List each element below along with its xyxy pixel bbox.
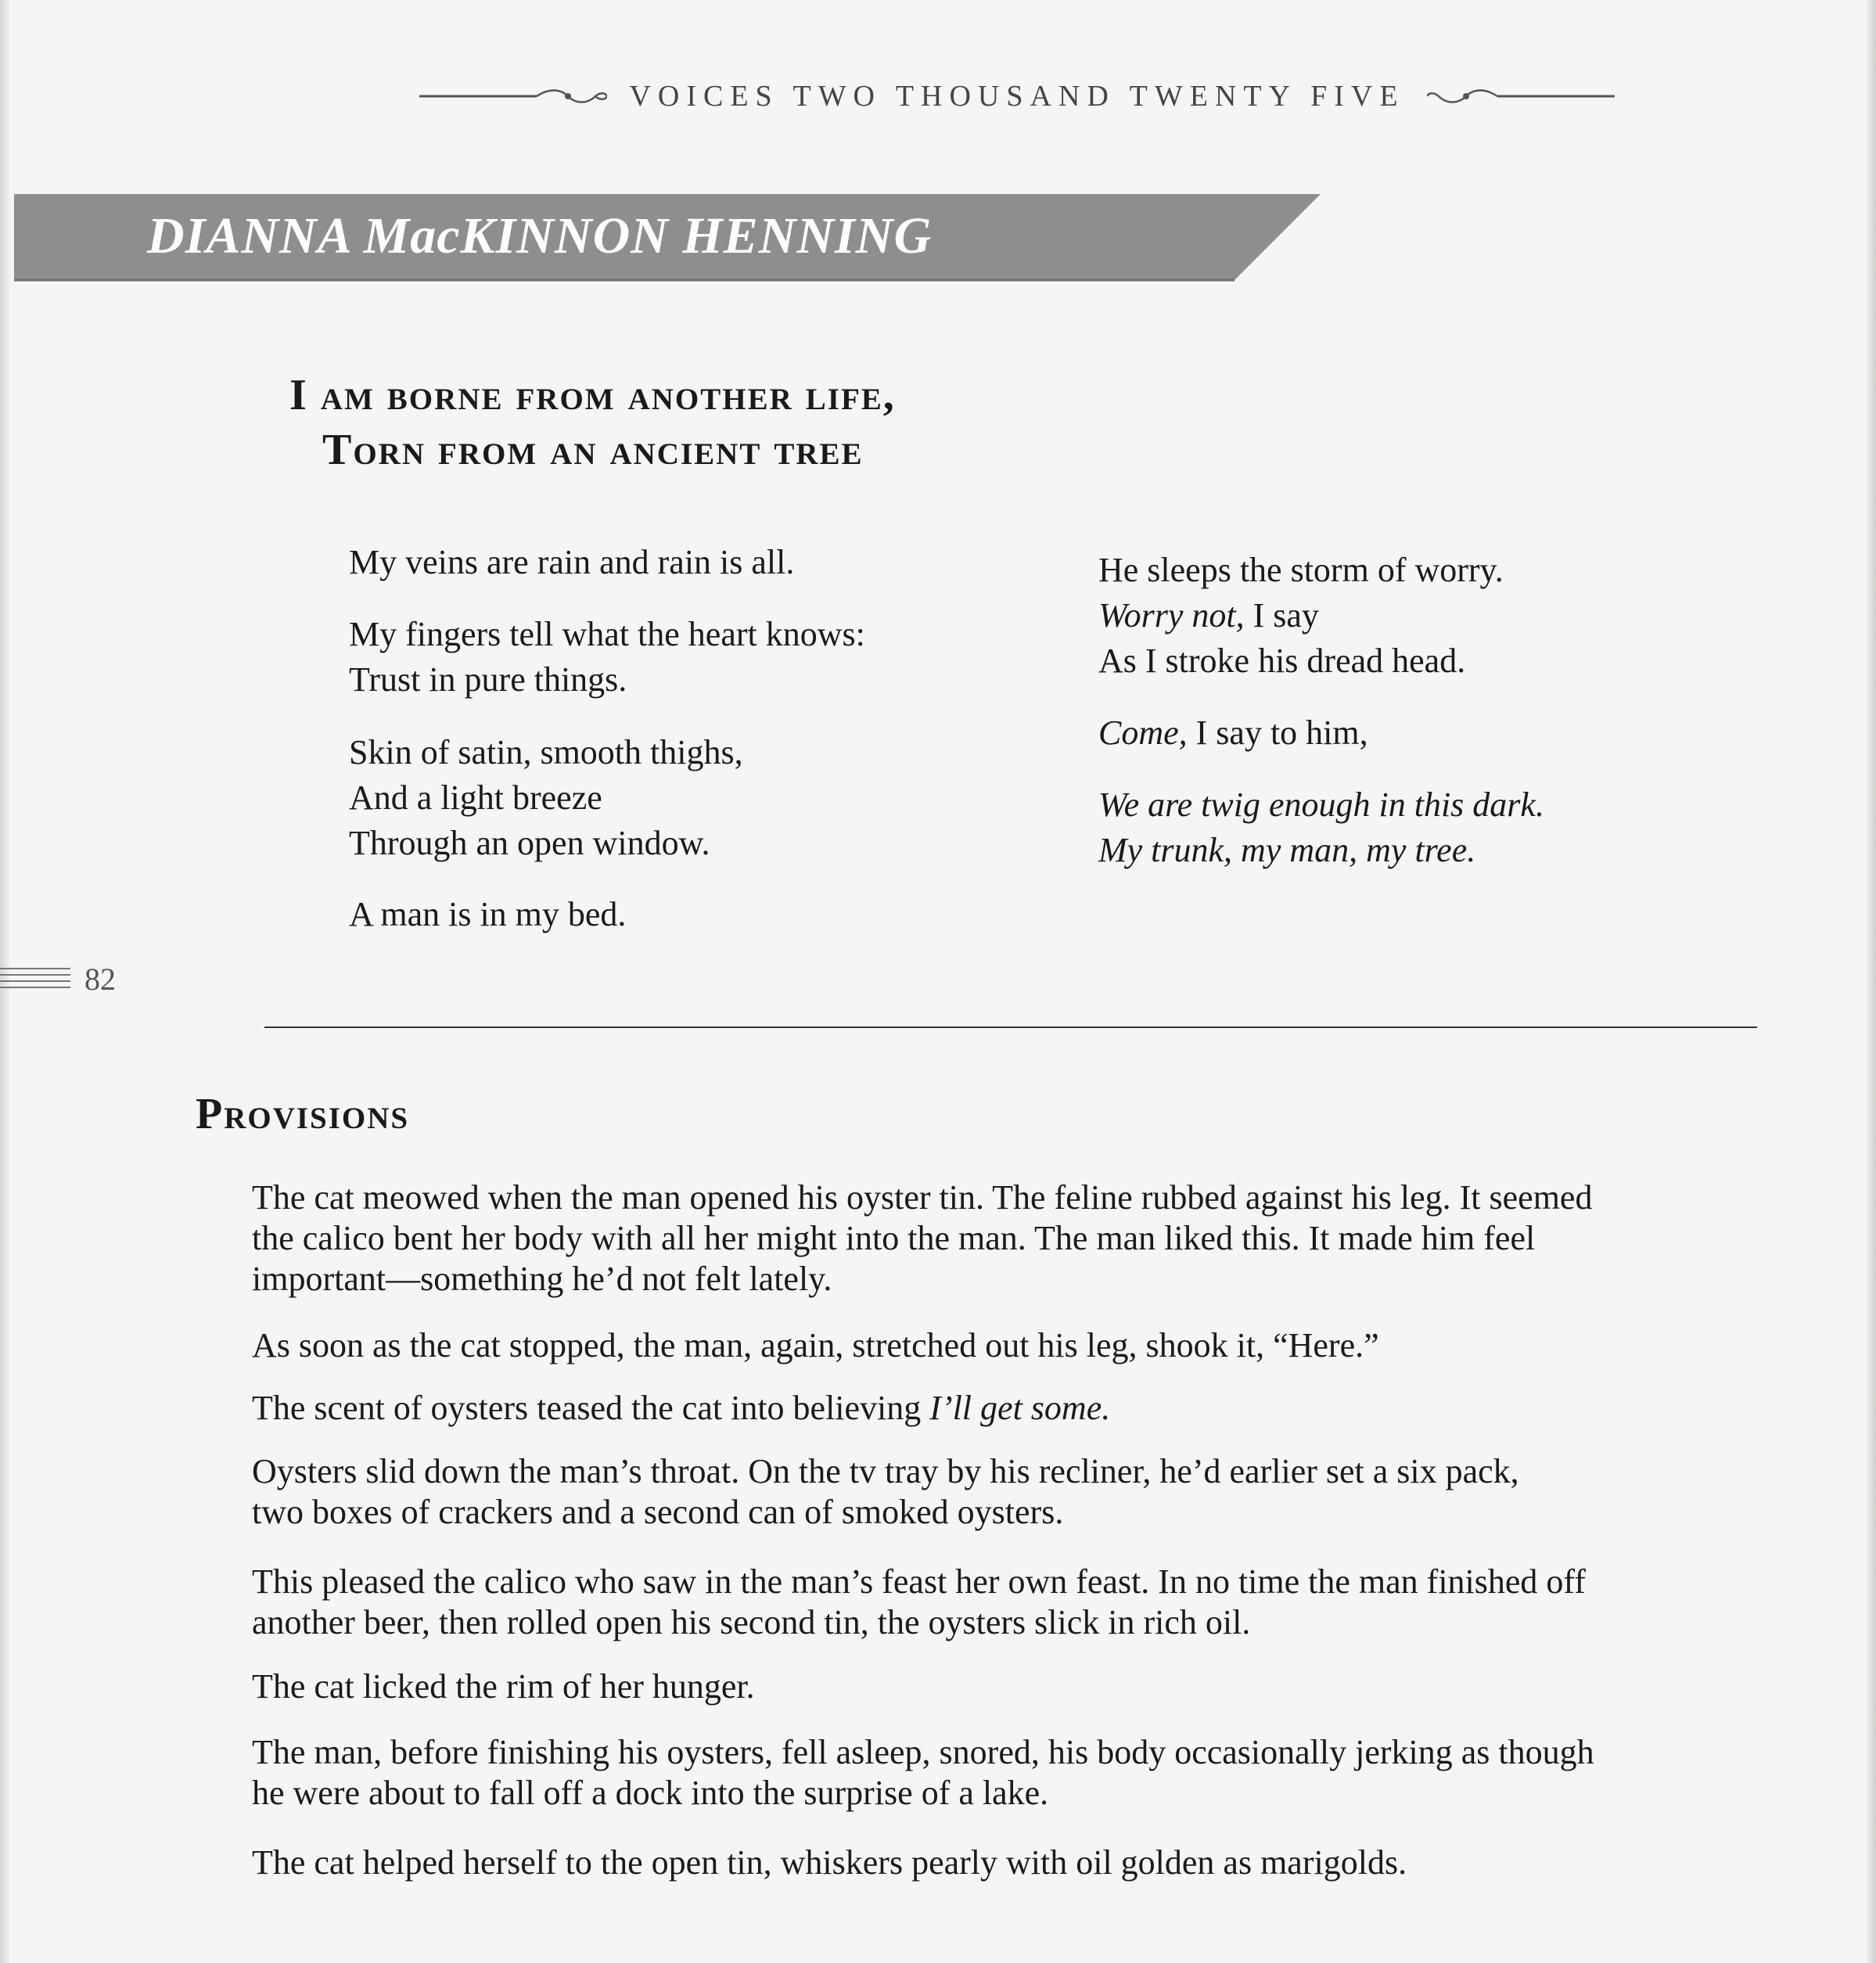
author-name: DIANNA MacKINNON HENNING [147, 207, 933, 264]
poem-line-rest: I say to him, [1187, 714, 1368, 752]
paragraph-4 [252, 1451, 1801, 1533]
poem-title [289, 368, 896, 477]
paragraph-3 [252, 1388, 1801, 1429]
prose-title: Provisions [196, 1090, 410, 1138]
page-number: 82 [84, 962, 116, 997]
text-line: the calico bent her body with all her might into the man. The man liked this. It made him feel [252, 1219, 1536, 1257]
poem-line: Skin of satin, smooth thighs, [349, 733, 743, 771]
paragraph-8 [252, 1843, 1801, 1883]
italic-phrase: I’ll get some. [929, 1389, 1111, 1427]
text-run: The scent of oysters teased the cat into believing [252, 1389, 930, 1427]
poem-right-stanza-1 [1098, 548, 1504, 684]
text-line: important—something he’d not felt lately. [252, 1260, 832, 1298]
page-edge-right [1865, 0, 1876, 1963]
poem-line: He sleeps the storm of worry. [1098, 551, 1504, 589]
running-header [321, 77, 1713, 116]
text-line: he were about to fall off a dock into the surprise of a lake. [252, 1774, 1049, 1812]
paragraph-2 [252, 1325, 1801, 1366]
poem-left-stanza-4 [349, 892, 626, 937]
poem-right-stanza-3 [1098, 782, 1544, 873]
poem-line [1098, 710, 1368, 756]
right-ornament-icon [1427, 87, 1615, 106]
paragraph-1 [252, 1177, 1801, 1300]
paragraph-7 [252, 1732, 1801, 1814]
poem-line-rest: I say [1244, 596, 1319, 635]
poem-title-line-2: Torn from an ancient tree [322, 426, 864, 474]
text-line: This pleased the calico who saw in the man’s feast her own feast. In no time the man finished off [252, 1562, 1586, 1601]
poem-line: Through an open window. [349, 824, 710, 862]
poem-line: My fingers tell what the heart knows: [349, 615, 865, 653]
poem-italic-phrase: Come, [1098, 714, 1188, 752]
author-banner [14, 194, 1336, 285]
paragraph-5 [252, 1562, 1801, 1643]
poem-line: A man is in my bed. [349, 895, 627, 933]
text-line: two boxes of crackers and a second can of smoked oysters. [252, 1493, 1064, 1531]
poem-left-stanza-2 [349, 612, 865, 703]
page-number-lines [0, 964, 74, 995]
text-line: The cat meowed when the man opened his oyster tin. The feline rubbed against his leg. It seemed [252, 1178, 1593, 1217]
poem-left-stanza-3 [349, 730, 743, 866]
poem-left-stanza-1 [349, 540, 794, 585]
text-line: The cat helped herself to the open tin, whiskers pearly with oil golden as marigolds. [252, 1843, 1407, 1882]
text-line: The man, before finishing his oysters, fell asleep, snored, his body occasionally jerking as though [252, 1733, 1594, 1771]
left-ornament-icon [419, 87, 607, 106]
poem-line: And a light breeze [349, 778, 602, 817]
poem-title-line-1: I am borne from another life, [289, 371, 896, 419]
poem-line: My veins are rain and rain is all. [349, 543, 795, 581]
poem-line [1098, 593, 1504, 638]
text-line: another beer, then rolled open his second tin, the oysters slick in rich oil. [252, 1603, 1251, 1641]
poem-line: As I stroke his dread head. [1098, 642, 1466, 680]
text-line: The cat licked the rim of her hunger. [252, 1667, 755, 1706]
section-divider [264, 1026, 1757, 1028]
poem-right-stanza-2 [1098, 710, 1368, 756]
poem-italic-phrase: Worry not, [1098, 596, 1245, 635]
text-line: As soon as the cat stopped, the man, again, stretched out his leg, shook it, “Here.” [252, 1326, 1379, 1364]
text-line [252, 1388, 1801, 1429]
poem-line: We are twig enough in this dark. [1098, 786, 1544, 824]
poem-line: My trunk, my man, my tree. [1098, 831, 1476, 869]
running-title: VOICES TWO THOUSAND TWENTY FIVE [629, 80, 1405, 113]
poem-line: Trust in pure things. [349, 660, 627, 699]
paragraph-6 [252, 1666, 1801, 1707]
text-line: Oysters slid down the man’s throat. On the tv tray by his recliner, he’d earlier set a six pack, [252, 1452, 1519, 1490]
